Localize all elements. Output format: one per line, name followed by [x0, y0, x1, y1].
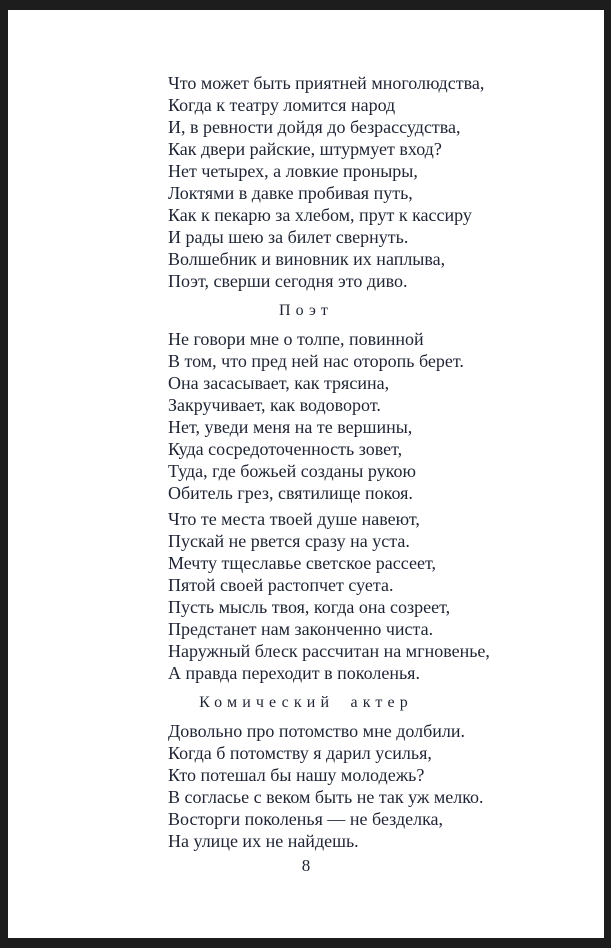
verse-line: Восторги поколенья — не безделка,: [168, 809, 444, 829]
speaker-heading-poet: Поэт: [278, 302, 334, 319]
verse-line: Не говори мне о толпе, повинной: [168, 329, 424, 349]
verse-line: Когда б потомству я дарил усилья,: [168, 743, 432, 763]
verse-line: Пусть мысль твоя, когда она созреет,: [168, 597, 451, 617]
verse-line: А правда переходит в поколенья.: [168, 663, 420, 683]
stanza-director-speech: [8, 72, 604, 292]
stanza-poet-speech-1: [8, 328, 604, 504]
verse-line: Поэт, сверши сегодня это диво.: [168, 271, 408, 291]
verse-line: Нет четырех, а ловкие проныры,: [168, 161, 418, 181]
verse-line: Волшебник и виновник их наплыва,: [168, 249, 446, 269]
verse-line: Довольно про потомство мне долбили.: [168, 721, 465, 741]
verse-line: Предстанет нам законченно чиста.: [168, 619, 434, 639]
verse-line: Обитель грез, святилище покоя.: [168, 483, 413, 503]
verse-line: Закручивает, как водоворот.: [168, 395, 381, 415]
verse-line: Кто потешал бы нашу молодежь?: [168, 765, 425, 785]
verse-line: Мечту тщеславье светское рассеет,: [168, 553, 436, 573]
verse-line: И рады шею за билет свернуть.: [168, 227, 409, 247]
verse-line: Куда сосредоточенность зовет,: [168, 439, 403, 459]
verse-line: Пятой своей растопчет суета.: [168, 575, 394, 595]
verse-line: И, в ревности дойдя до безрассудства,: [168, 117, 461, 137]
stanza-poet-speech-2: [8, 508, 604, 684]
verse-line: Как двери райские, штурмует вход?: [168, 139, 442, 159]
verse-line: На улице их не найдешь.: [168, 831, 359, 851]
page-number: 8: [301, 856, 311, 875]
verse-line: Когда к театру ломится народ: [168, 95, 396, 115]
verse-line: В том, что пред ней нас оторопь берет.: [168, 351, 464, 371]
verse-line: Она засасывает, как трясина,: [168, 373, 390, 393]
verse-line: Как к пекарю за хлебом, прут к кассиру: [168, 205, 472, 225]
verse-line: Локтями в давке пробивая путь,: [168, 183, 413, 203]
speaker-heading-comic-actor: Комический актер: [199, 694, 413, 711]
stanza-comic-actor-speech: [8, 720, 604, 852]
verse-line: Наружный блеск рассчитан на мгновенье,: [168, 641, 490, 661]
verse-line: Пускай не рвется сразу на уста.: [168, 531, 410, 551]
verse-line: Что может быть приятней многолюдства,: [168, 73, 485, 93]
verse-line: Что те места твоей душе навеют,: [168, 509, 420, 529]
verse-line: Туда, где божьей созданы рукою: [168, 461, 416, 481]
verse-line: Нет, уведи меня на те вершины,: [168, 417, 413, 437]
poem-text-block: [8, 72, 604, 856]
verse-line: В согласье с веком быть не так уж мелко.: [168, 787, 484, 807]
